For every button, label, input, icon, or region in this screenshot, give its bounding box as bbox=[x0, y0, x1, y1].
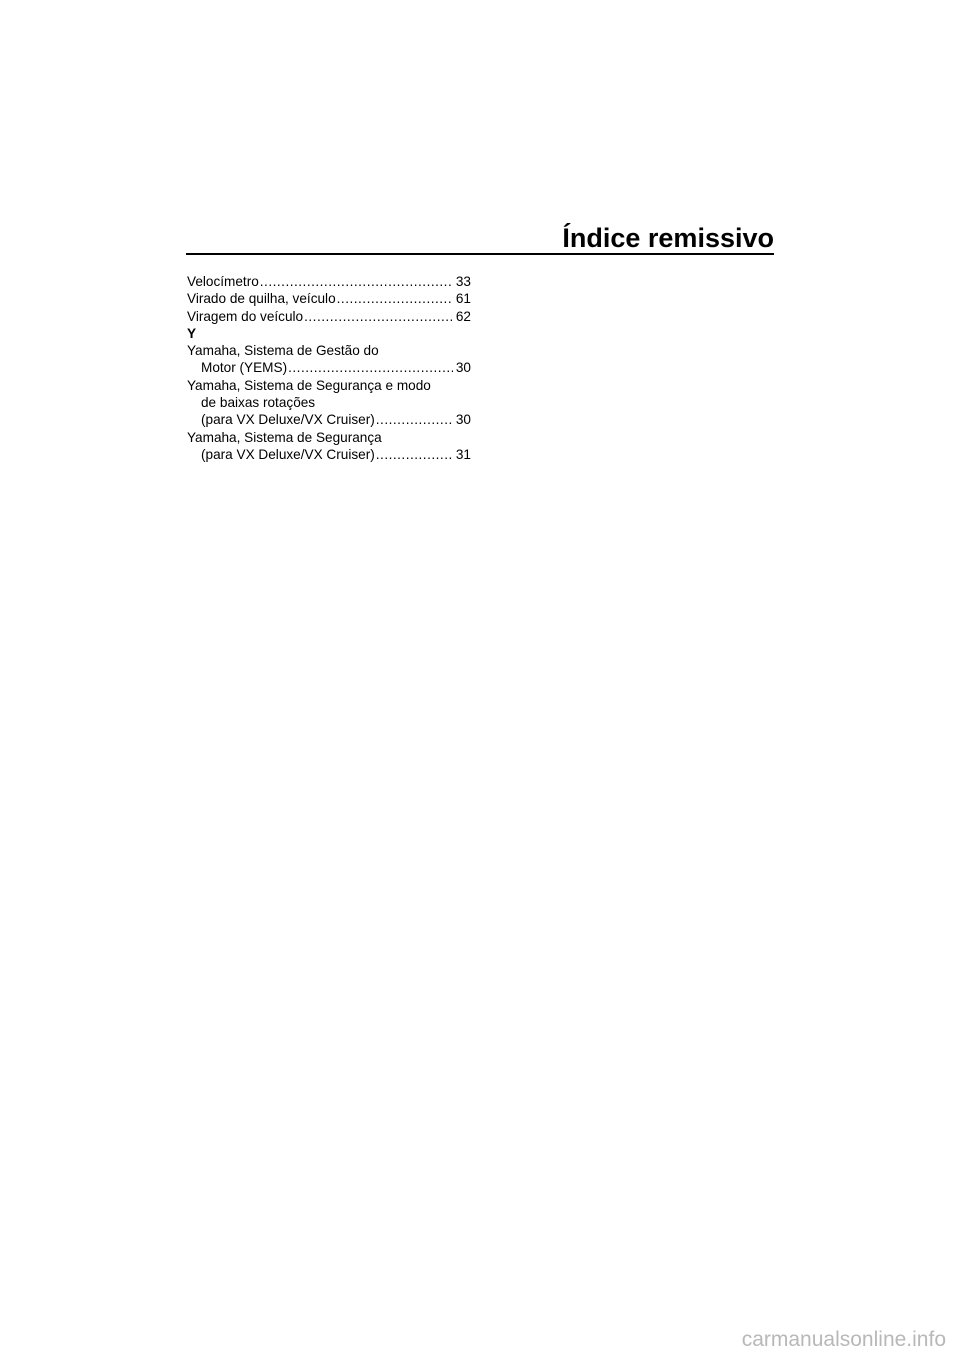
index-entry-line: Yamaha, Sistema de Segurança e modo bbox=[187, 377, 431, 393]
index-entry-page: 62 bbox=[455, 308, 471, 324]
dot-leader bbox=[304, 308, 453, 325]
index-entry-text: (para VX Deluxe/VX Cruiser) bbox=[201, 412, 375, 428]
index-entry-last-line bbox=[187, 446, 471, 463]
index-entry-page: 31 bbox=[455, 446, 471, 462]
index-entry-text: Virado de quilha, veículo bbox=[187, 291, 336, 307]
section-letter: Y bbox=[187, 325, 197, 341]
dot-leader bbox=[288, 359, 453, 376]
index-entry-text: Viragem do veículo bbox=[187, 308, 304, 324]
index-entry-text: (para VX Deluxe/VX Cruiser) bbox=[201, 446, 375, 462]
index-entry-line: Yamaha, Sistema de Segurança bbox=[187, 429, 382, 445]
index-entry-last-line bbox=[187, 359, 471, 376]
index-entry-last-line bbox=[187, 411, 471, 428]
index-entry-text: Motor (YEMS) bbox=[201, 360, 288, 376]
page-title: Índice remissivo bbox=[562, 223, 774, 253]
index-entry-page: 30 bbox=[455, 412, 471, 428]
index-entry-viragem bbox=[187, 308, 471, 325]
dot-leader bbox=[376, 446, 453, 463]
index-entry-page: 33 bbox=[455, 274, 471, 289]
watermark: carmanualsonline.info bbox=[741, 1328, 946, 1351]
dot-leader bbox=[337, 290, 453, 307]
index-entry-text: Velocímetro bbox=[187, 274, 259, 289]
index-column bbox=[187, 273, 471, 463]
page-header bbox=[186, 222, 774, 256]
index-entry-velocimetro bbox=[187, 273, 471, 290]
index-entry-safety bbox=[187, 429, 471, 464]
index-entry-yems bbox=[187, 342, 471, 377]
index-entry-virado-de-quilha bbox=[187, 290, 471, 307]
dot-leader bbox=[376, 411, 453, 428]
title-rule bbox=[186, 253, 774, 255]
index-entry-safety-low-rpm bbox=[187, 377, 471, 429]
index-entry-line: de baixas rotações bbox=[201, 395, 316, 411]
index-entry-line: Yamaha, Sistema de Gestão do bbox=[187, 343, 379, 359]
dot-leader bbox=[260, 273, 453, 290]
index-entry-page: 61 bbox=[455, 291, 471, 307]
index-entry-page: 30 bbox=[455, 360, 471, 376]
